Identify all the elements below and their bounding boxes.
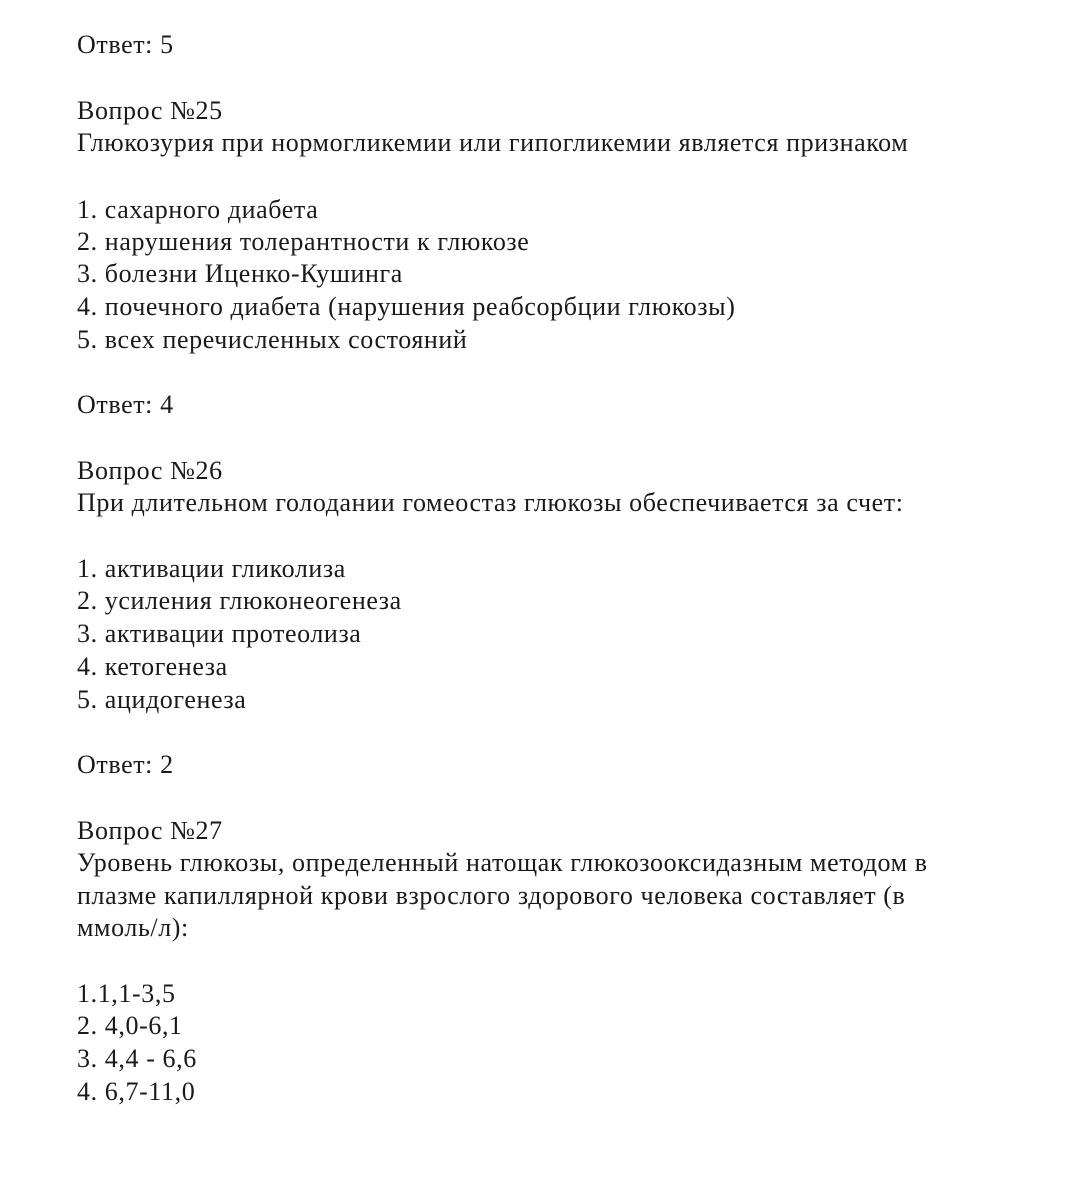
q25-option-1: 1. сахарного диабета <box>77 195 319 224</box>
answer-prev: Ответ: 5 <box>77 30 174 59</box>
q26-option-2: 2. усиления глюконеогенеза <box>77 586 402 615</box>
q26-option-4: 4. кетогенеза <box>77 652 228 681</box>
q25-option-2: 2. нарушения толерантности к глюкозе <box>77 227 530 256</box>
question-27-text-line-3: ммоль/л): <box>77 913 189 942</box>
question-25-title: Вопрос №25 <box>77 96 223 125</box>
question-27-text-line-2: плазме капиллярной крови взрослого здорового человека составляет (в <box>77 881 906 910</box>
q27-option-3: 3. 4,4 - 6,6 <box>77 1044 197 1073</box>
q26-option-1: 1. активации гликолиза <box>77 554 346 583</box>
question-27-text-line-1: Уровень глюкозы, определенный натощак глюкозооксидазным методом в <box>77 848 928 877</box>
q25-answer: Ответ: 4 <box>77 390 174 419</box>
q25-option-4: 4. почечного диабета (нарушения реабсорбции глюкозы) <box>77 292 736 321</box>
q25-option-3: 3. болезни Иценко-Кушинга <box>77 259 403 288</box>
question-26-text: При длительном голодании гомеостаз глюкозы обеспечивается за счет: <box>77 488 904 517</box>
q26-answer: Ответ: 2 <box>77 750 174 779</box>
q27-option-1: 1.1,1-3,5 <box>77 979 176 1008</box>
question-25-text: Глюкозурия при нормогликемии или гипогликемии является признаком <box>77 128 909 157</box>
question-27-title: Вопрос №27 <box>77 816 223 845</box>
q26-option-5: 5. ацидогенеза <box>77 685 247 714</box>
question-26-title: Вопрос №26 <box>77 456 223 485</box>
q26-option-3: 3. активации протеолиза <box>77 619 362 648</box>
q25-option-5: 5. всех перечисленных состояний <box>77 325 468 354</box>
q27-option-4: 4. 6,7-11,0 <box>77 1077 196 1106</box>
q27-option-2: 2. 4,0-6,1 <box>77 1011 183 1040</box>
